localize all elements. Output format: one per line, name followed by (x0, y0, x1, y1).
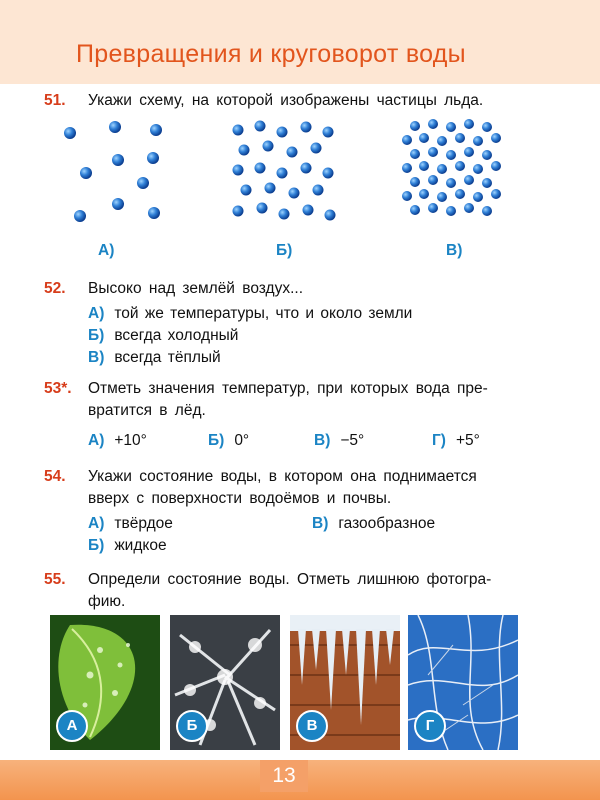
option-53-c[interactable] (314, 430, 364, 452)
question-text-line-1: Укажи состояние воды, в котором она поднимается (88, 468, 477, 485)
option-letter: А) (88, 305, 105, 322)
option-52-c[interactable] (88, 347, 221, 369)
option-53-d[interactable] (432, 430, 480, 452)
option-letter: В) (88, 349, 105, 366)
photo-c-icicles[interactable] (290, 615, 400, 750)
particles-dense-icon (400, 118, 510, 238)
scheme-label-b: Б) (276, 242, 293, 259)
particles-medium-icon (230, 118, 340, 238)
question-text-line-1: Определи состояние воды. Отметь лишнюю фотогра- (88, 571, 492, 588)
question-text-line-2: фию. (88, 593, 126, 610)
scheme-label-a: А) (98, 242, 115, 259)
option-text: +10° (114, 432, 147, 449)
option-letter: А) (88, 515, 105, 532)
option-52-a[interactable] (88, 303, 412, 325)
option-letter: Б) (88, 537, 105, 554)
option-52-b[interactable] (88, 325, 238, 347)
option-text: жидкое (114, 537, 167, 554)
option-text: −5° (340, 432, 365, 449)
photo-a-wet-leaf[interactable] (50, 615, 160, 750)
question-text: Укажи схему, на которой изображены частицы льда. (88, 92, 484, 109)
option-letter: В) (312, 515, 329, 532)
option-text: всегда холодный (114, 327, 239, 344)
particles-sparse-icon (58, 118, 168, 238)
option-text: твёрдое (114, 515, 173, 532)
photo-badge: Г (414, 710, 446, 742)
scheme-a[interactable] (58, 118, 168, 238)
page-title: Превращения и круговорот воды (76, 40, 466, 68)
photo-badge: В (296, 710, 328, 742)
question-text-line-1: Отметь значения температур, при которых вода пре- (88, 380, 488, 397)
photo-b-frost-pine[interactable] (170, 615, 280, 750)
option-letter: Б) (88, 327, 105, 344)
photo-d-frozen-branches[interactable] (408, 615, 518, 750)
question-number: 54. (44, 468, 66, 485)
question-text-line-2: вверх с поверхности водоёмов и почвы. (88, 490, 392, 507)
question-number: 51. (44, 92, 66, 109)
question-number: 53*. (44, 380, 72, 397)
scheme-b[interactable] (230, 118, 340, 238)
scheme-c[interactable] (400, 118, 510, 238)
photo-badge: А (56, 710, 88, 742)
option-letter: Г) (432, 432, 446, 449)
option-text: +5° (455, 432, 480, 449)
option-letter: А) (88, 432, 105, 449)
question-number: 52. (44, 280, 66, 297)
option-53-b[interactable] (208, 430, 249, 452)
question-text-line-2: вратится в лёд. (88, 402, 206, 419)
question-text: Высоко над землёй воздух... (88, 280, 304, 297)
option-letter: Б) (208, 432, 225, 449)
option-54-c[interactable] (312, 513, 435, 535)
page-number: 13 (260, 760, 308, 792)
scheme-label-c: В) (446, 242, 463, 259)
option-text: 0° (234, 432, 250, 449)
photo-badge: Б (176, 710, 208, 742)
question-number: 55. (44, 571, 66, 588)
option-54-a[interactable] (88, 513, 173, 535)
option-text: всегда тёплый (114, 349, 221, 366)
option-53-a[interactable] (88, 430, 147, 452)
option-text: той же температуры, что и около земли (114, 305, 413, 322)
option-letter: В) (314, 432, 331, 449)
option-text: газообразное (338, 515, 436, 532)
option-54-b[interactable] (88, 535, 167, 557)
